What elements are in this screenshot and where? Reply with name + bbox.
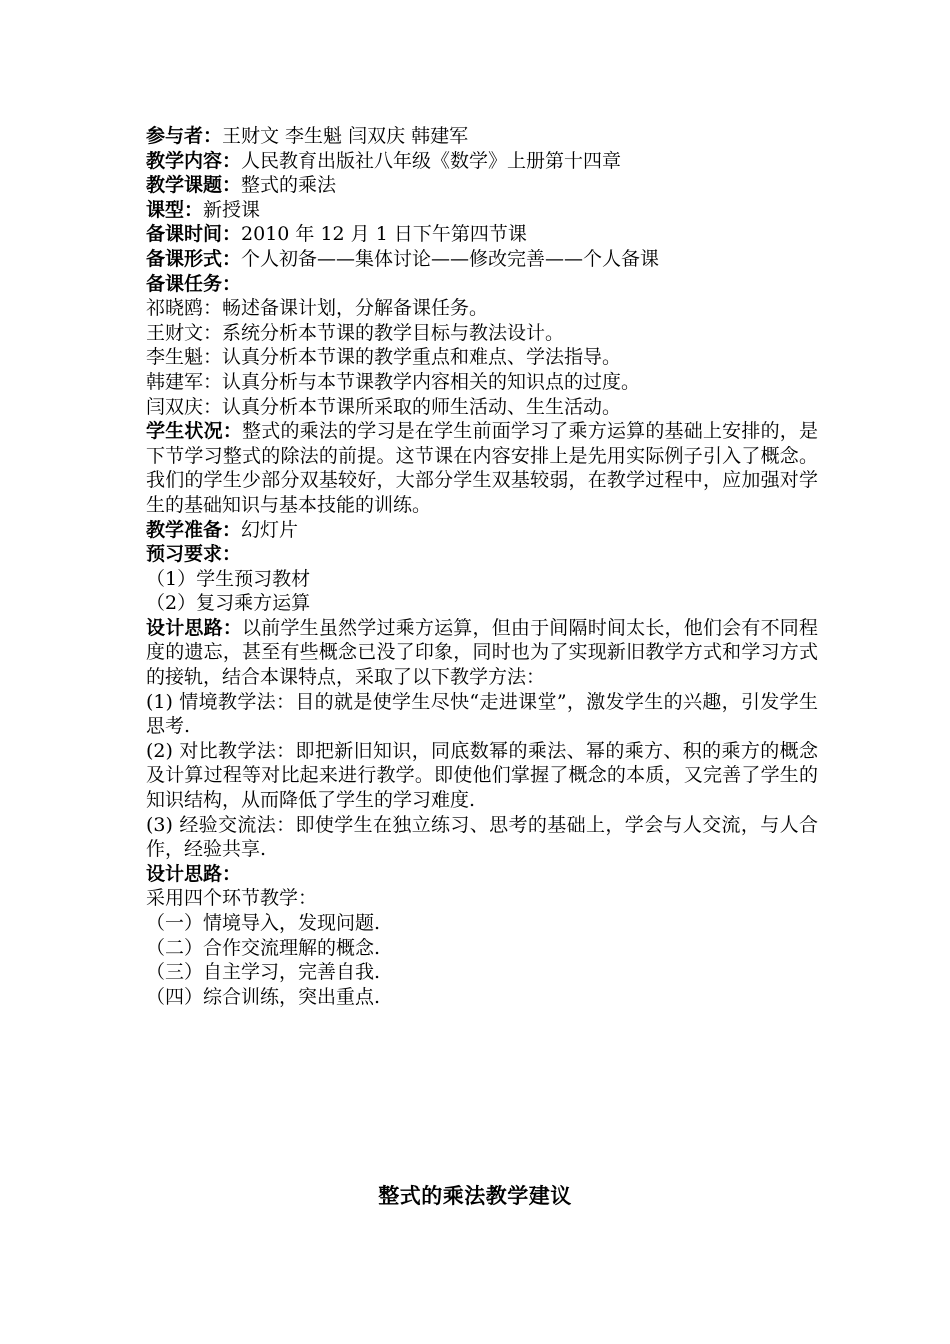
task-item: 闫双庆：认真分析本节课所采取的师生活动、生生活动。 <box>146 395 622 418</box>
lesson-type-value: 新授课 <box>203 198 261 221</box>
participants-value: 王财文 李生魁 闫双庆 韩建军 <box>222 125 469 147</box>
task-item: 韩建军：认真分析与本节课教学内容相关的知识点的过度。 <box>146 370 641 393</box>
content-line <box>146 149 818 174</box>
tasks-heading <box>146 272 818 297</box>
section-title: 整式的乘法教学建议 <box>378 1184 572 1208</box>
design2-label: 设计思路： <box>146 862 242 885</box>
student-status-label: 学生状况： <box>146 420 243 443</box>
design-paragraph <box>146 616 818 690</box>
prep-form-value: 个人初备——集体讨论——修改完善——个人备课 <box>241 247 660 270</box>
method-item: (3) 经验交流法：即使学生在独立练习、思考的基础上，学会与人交流，与人合作，经验共享. <box>146 813 818 861</box>
method-item: (1) 情境教学法：目的就是使学生尽快“走进课堂”，激发学生的兴趣，引发学生思考. <box>146 690 818 738</box>
task-item: 祁晓鸥：畅述备课计划，分解备课任务。 <box>146 297 489 320</box>
content-value: 人民教育出版社八年级《数学》上册第十四章 <box>241 149 622 172</box>
step-item: （一）情境导入，发现问题. <box>146 912 381 934</box>
preparation-label: 教学准备： <box>146 518 242 541</box>
step-item: （二）合作交流理解的概念. <box>146 936 381 959</box>
lesson-type-label: 课型： <box>146 198 204 221</box>
prep-time-line <box>146 222 818 247</box>
prep-form-line <box>146 247 818 272</box>
participants-line <box>146 124 818 149</box>
step-item: （三）自主学习，完善自我. <box>146 961 381 984</box>
preview-item: （2）复习乘方运算 <box>146 592 311 615</box>
tasks-label: 备课任务： <box>146 272 242 295</box>
method-item: (2) 对比教学法：即把新旧知识，同底数幂的乘法、幂的乘方、积的乘方的概念及计算过程等对比起来进行教学。即使他们掌握了概念的本质，又完善了学生的知识结构，从而降低了学生的学习难度. <box>146 739 818 812</box>
step-item: （四）综合训练，突出重点. <box>146 985 381 1008</box>
student-status-paragraph <box>146 419 818 517</box>
participants-label: 参与者： <box>146 125 223 147</box>
topic-line <box>146 173 818 198</box>
prep-form-label: 备课形式： <box>146 247 242 270</box>
preview-heading <box>146 542 818 567</box>
task-item: 李生魁：认真分析本节课的教学重点和难点、学法指导。 <box>146 346 622 369</box>
preview-item: （1）学生预习教材 <box>146 567 311 590</box>
lesson-plan-document <box>146 124 818 1009</box>
topic-label: 教学课题： <box>146 174 242 197</box>
design2-heading <box>146 862 818 887</box>
task-item: 王财文：系统分析本节课的教学目标与教法设计。 <box>146 321 565 344</box>
prep-time-value: 2010 年 12 月 1 日下午第四节课 <box>241 223 527 246</box>
content-label: 教学内容： <box>146 149 242 172</box>
prep-time-label: 备课时间： <box>146 223 242 246</box>
design-label: 设计思路： <box>146 616 243 639</box>
student-status-text: 整式的乘法的学习是在学生前面学习了乘方运算的基础上安排的，是下节学习整式的除法的前提。这节课在内容安排上是先用实际例子引入了概念。我们的学生少部分双基较好，大部分学生双基较弱，在教学过程中，应加强对学生的基础知识与基本技能的训练。 <box>146 420 818 516</box>
preparation-line <box>146 518 818 543</box>
lesson-type-line <box>146 198 818 223</box>
topic-value: 整式的乘法 <box>241 174 337 197</box>
preview-label: 预习要求： <box>146 543 242 566</box>
design2-intro: 采用四个环节教学： <box>146 887 318 910</box>
preparation-value: 幻灯片 <box>241 518 299 541</box>
design-text: 以前学生虽然学过乘方运算，但由于间隔时间太长，他们会有不同程度的遗忘，甚至有些概念已没了印象，同时也为了实现新旧教学方式和学习方式的接轨，结合本课特点，采取了以下教学方法： <box>146 616 818 689</box>
